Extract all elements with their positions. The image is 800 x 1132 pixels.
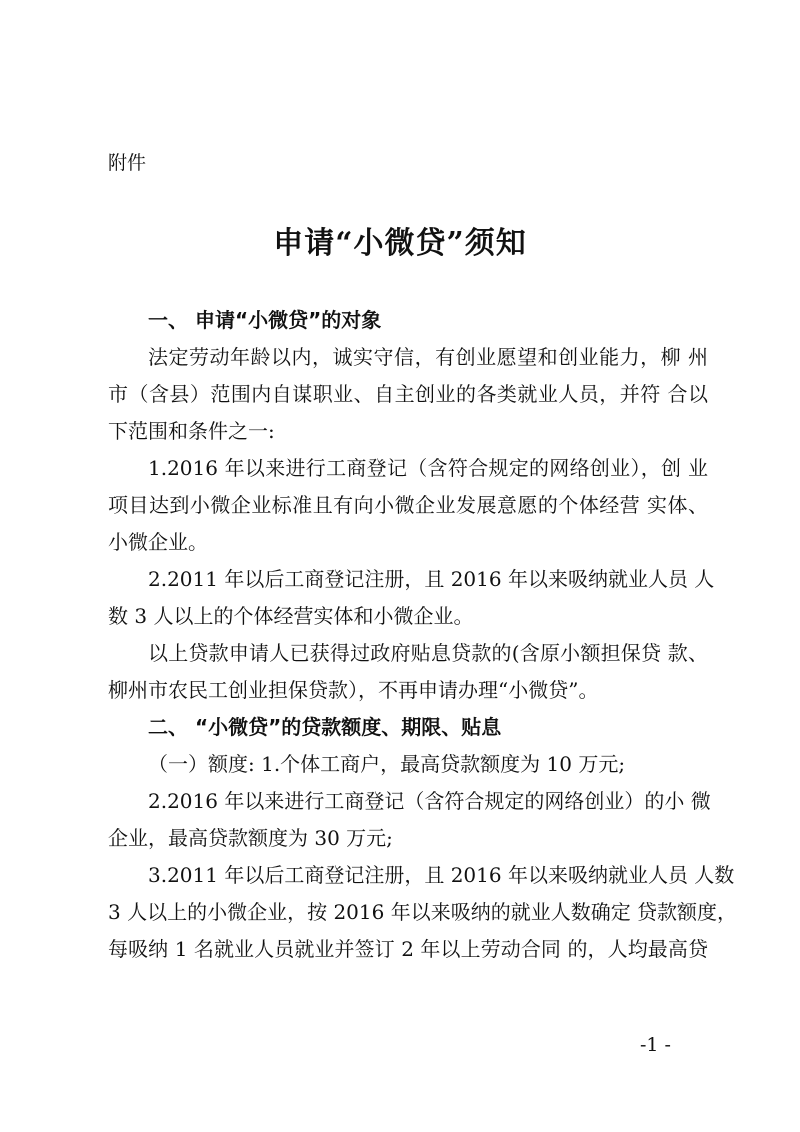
paragraph-line: 项目达到小微企业标准且有向小微企业发展意愿的个体经营 实体、	[108, 493, 708, 517]
paragraph-line: 每吸纳 1 名就业人员就业并签订 2 年以上劳动合同 的，人均最高贷	[108, 937, 708, 961]
page-number: -1 -	[640, 1034, 671, 1056]
paragraph-line: 下范围和条件之一:	[108, 419, 275, 443]
paragraph-line: 2.2011 年以后工商登记注册，且 2016 年以来吸纳就业人员 人	[148, 567, 715, 591]
paragraph-line: 3.2011 年以后工商登记注册，且 2016 年以来吸纳就业人员 人数	[148, 863, 735, 887]
paragraph-line: 1.2016 年以来进行工商登记（含符合规定的网络创业），创 业	[148, 456, 708, 480]
paragraph-line: 小微企业。	[108, 530, 208, 554]
section-heading-loan-terms: 二、 “小微贷”的贷款额度、期限、贴息	[148, 715, 502, 739]
paragraph-line: （一）额度: 1.个体工商户，最高贷款额度为 10 万元;	[148, 752, 626, 776]
section-heading-applicants: 一、 申请“小微贷”的对象	[148, 308, 382, 332]
paragraph-line: 柳州市农民工创业担保贷款），不再申请办理“小微贷”。	[108, 678, 599, 702]
paragraph-line: 2.2016 年以来进行工商登记（含符合规定的网络创业）的小 微	[148, 789, 711, 813]
attachment-label: 附件	[108, 152, 147, 174]
paragraph-line: 数 3 人以上的个体经营实体和小微企业。	[108, 604, 474, 628]
paragraph-line: 企业，最高贷款额度为 30 万元;	[108, 826, 393, 850]
paragraph-line: 3 人以上的小微企业，按 2016 年以来吸纳的就业人数确定 贷款额度，	[108, 900, 738, 924]
paragraph-line: 法定劳动年龄以内，诚实守信，有创业愿望和创业能力，柳 州	[148, 345, 708, 369]
paragraph-line: 市（含县）范围内自谋职业、自主创业的各类就业人员，并符 合以	[108, 382, 708, 406]
paragraph-line: 以上贷款申请人已获得过政府贴息贷款的(含原小额担保贷 款、	[148, 641, 708, 665]
document-title: 申请“小微贷”须知	[273, 226, 527, 261]
